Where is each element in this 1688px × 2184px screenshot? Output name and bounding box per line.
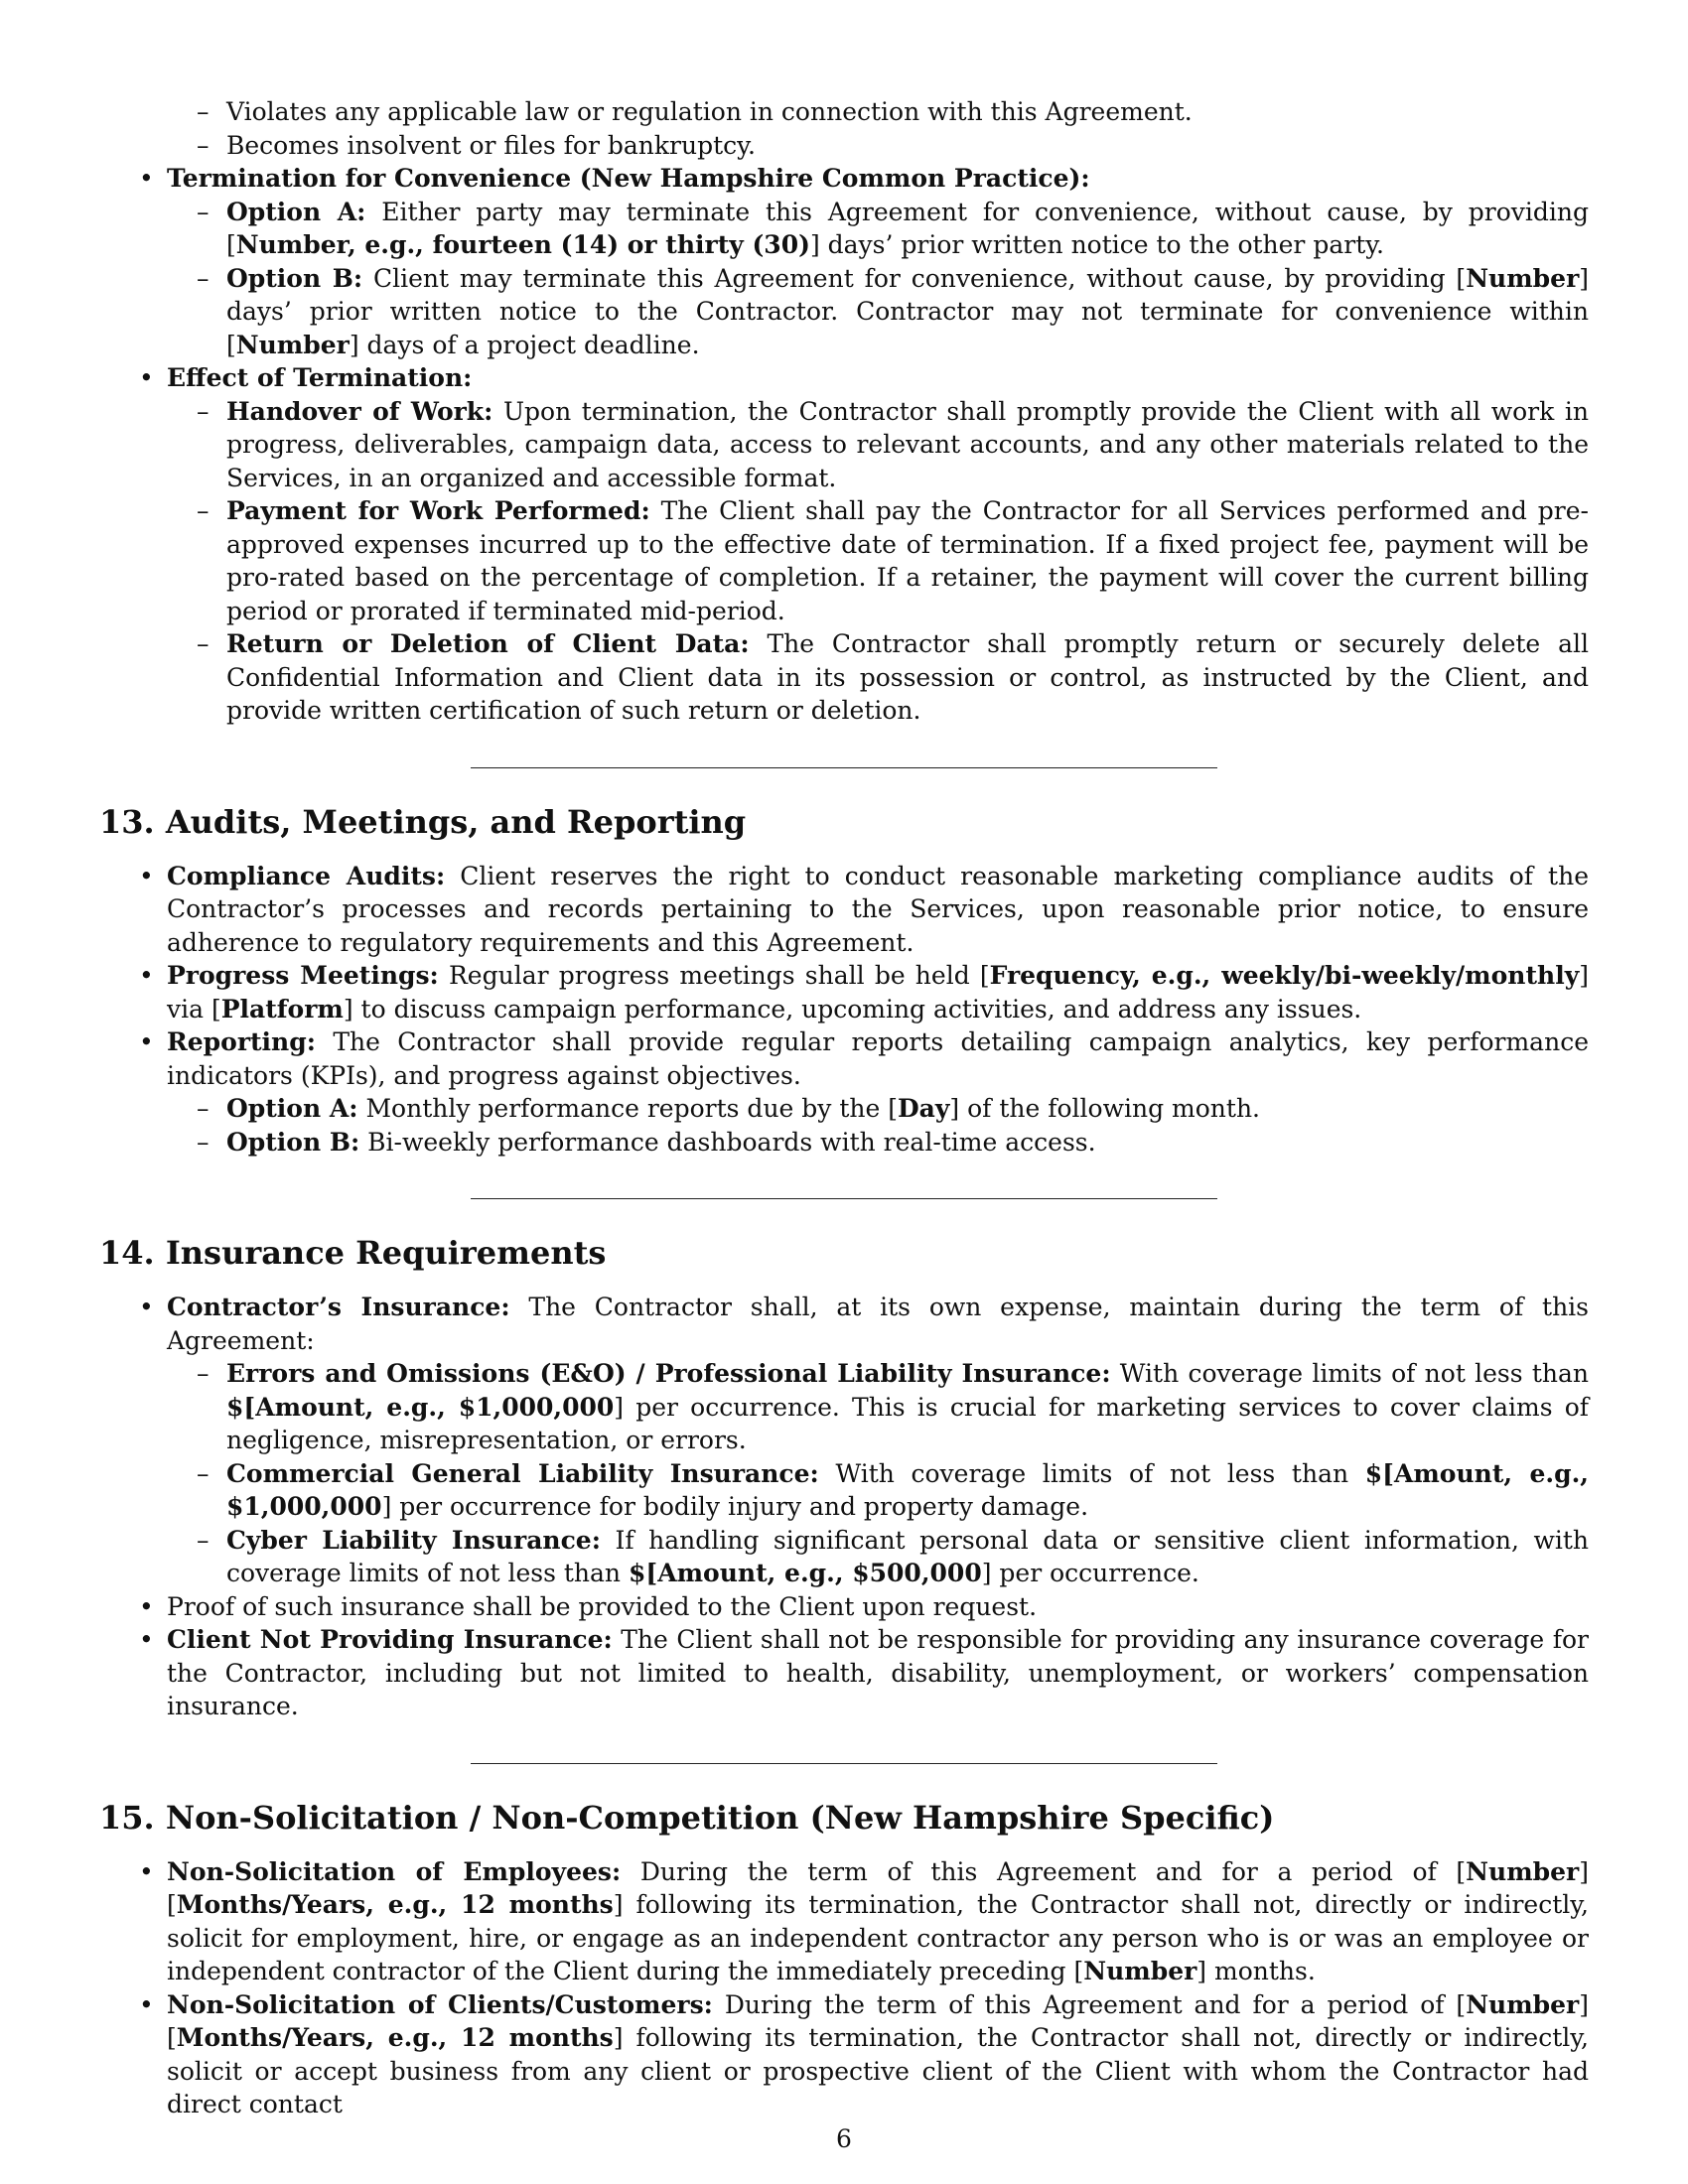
item-label: Progress Meetings: (167, 961, 439, 990)
termination-cause-list (99, 95, 1589, 162)
item-text: With coverage limits of not less than (835, 1458, 1365, 1488)
progress-meetings-item (167, 959, 1589, 1025)
option-text: Monthly performance reports due by the [ (365, 1094, 898, 1123)
handover-item (226, 395, 1589, 495)
item-label: Client Not Providing Insurance: (167, 1625, 613, 1654)
item-label: Return or Deletion of Client Data: (226, 629, 750, 658)
placeholder-field: Number (1466, 1989, 1580, 2019)
placeholder-field: Number, e.g., fourteen (14) or thirty (30) (235, 230, 810, 259)
placeholder-field: Frequency, e.g., weekly/bi-weekly/monthly (989, 961, 1580, 990)
placeholder-field: Number (1083, 1957, 1197, 1985)
placeholder-field: Months/Years, e.g., 12 months (176, 1890, 614, 1919)
placeholder-field: $[Amount, e.g., $1,000,000 (226, 1458, 1589, 1521)
option-label: Option B: (226, 263, 363, 293)
section-divider (471, 1198, 1217, 1199)
section-divider (471, 767, 1217, 768)
compliance-audits-item (167, 860, 1589, 960)
item-label: Payment for Work Performed: (226, 496, 650, 525)
section-15-list (99, 1855, 1589, 2121)
placeholder-field: Number (235, 330, 350, 359)
item-text: ] [ (167, 1856, 1589, 1919)
cgl-insurance-item (226, 1457, 1589, 1524)
item-text: The Client shall not be responsible for providing any insurance coverage for the Contractor, including but not limited to health, disability, unemployment, or workers’ compensation insurance. (167, 1625, 1589, 1720)
termination-convenience-item (167, 162, 1589, 361)
reporting-options (167, 1092, 1589, 1159)
placeholder-field: $[Amount, e.g., $1,000,000 (226, 1392, 615, 1422)
item-label: Errors and Omissions (E&O) / Professional Liability Insurance: (226, 1359, 1111, 1388)
option-text: Client may terminate this Agreement for convenience, without cause, by providing [ (372, 263, 1467, 293)
item-title: Termination for Convenience (New Hampshire Common Practice): (167, 164, 1090, 193)
item-text: • Proof of such insurance shall be provided to the Client upon request. (167, 1591, 1038, 1621)
item-text: The Client shall pay the Contractor for all Services performed and pre-approved expenses incurred up to the effective date of termination. If a fixed project fee, payment will be pro-rated based on the percentage of completion. If a retainer, the payment will cover the current billing period or prorated if terminated mid-period. (226, 496, 1590, 625)
list-item (226, 129, 1589, 163)
item-label: Compliance Audits: (167, 861, 446, 890)
termination-bullets (99, 162, 1589, 728)
item-text: ] via [ (167, 961, 1589, 1024)
placeholder-field: Number (1466, 263, 1580, 293)
list-item (226, 95, 1589, 129)
item-label: Handover of Work: (226, 396, 493, 426)
list-item-text: – Violates any applicable law or regulation in connection with this Agreement. (226, 97, 1193, 126)
item-text: ] to discuss campaign performance, upcoming activities, and address any issues. (343, 994, 1362, 1024)
item-text: The Contractor shall promptly return or securely delete all Confidential Information and Client data in its possession or control, as instructed by the Client, and provide written certification of such return or deletion. (226, 629, 1590, 725)
section-13-list (99, 860, 1589, 1160)
placeholder-field: $[Amount, e.g., $500,000 (628, 1559, 982, 1587)
item-text: During the term of this Agreement and for a period of [ (639, 1856, 1467, 1886)
cyber-insurance-item (226, 1524, 1589, 1590)
option-text: ] days of a project deadline. (349, 330, 700, 359)
option-b-item (226, 262, 1589, 362)
section-divider (471, 1763, 1217, 1764)
item-text: The Contractor shall, at its own expense, maintain during the term of this Agreement: (167, 1293, 1589, 1355)
eo-insurance-item (226, 1357, 1589, 1457)
list-item-text: – Becomes insolvent or files for bankruptcy. (226, 130, 756, 160)
item-text: Upon termination, the Contractor shall promptly provide the Client with all work in progress, deliverables, campaign data, access to relevant accounts, and any other materials related to the Services, in an organized and accessible format. (226, 396, 1589, 492)
item-text: Regular progress meetings shall be held [ (448, 961, 990, 990)
item-text: If handling significant personal data or sensitive client information, with coverage limits of not less than (226, 1525, 1590, 1587)
item-text: Client reserves the right to conduct reasonable marketing compliance audits of the Contractor’s processes and records pertaining to the Services, upon reasonable prior notice, to ensure adherence to regulatory requirements and this Agreement. (167, 861, 1590, 957)
placeholder-field: Day (898, 1094, 950, 1123)
item-label: Contractor’s Insurance: (167, 1293, 510, 1321)
option-text: ] days’ prior written notice to the Contractor. Contractor may not terminate for convenience within [ (226, 263, 1590, 359)
item-label: Non-Solicitation of Clients/Customers: (167, 1989, 713, 2019)
item-text: With coverage limits of not less than (1119, 1359, 1589, 1388)
option-text: ] days’ prior written notice to the other party. (809, 230, 1384, 259)
option-text: Either party may terminate this Agreement for convenience, without cause, by providing [ (226, 197, 1589, 259)
item-text: ] months. (1196, 1957, 1316, 1985)
option-b-item (226, 1126, 1589, 1160)
option-label: Option A: (226, 197, 366, 226)
convenience-options (167, 196, 1589, 362)
option-label: Option B: (226, 1127, 360, 1157)
item-label: Non-Solicitation of Employees: (167, 1856, 622, 1886)
item-text: ] following its termination, the Contractor shall not, directly or indirectly, solicit or accept business from any client or prospective client of the Client with whom the Contractor had direct contact (167, 2023, 1589, 2118)
item-text: ] per occurrence. (981, 1559, 1199, 1587)
item-label: Reporting: (167, 1027, 316, 1056)
proof-of-insurance-item (167, 1590, 1589, 1624)
option-label: Option A: (226, 1094, 358, 1123)
payment-item (226, 494, 1589, 627)
non-solicit-employees-item (167, 1855, 1589, 1988)
section-15-heading: 15. Non-Solicitation / Non-Competition (New Hampshire Specific) (99, 1798, 1275, 1837)
item-text: ] per occurrence for bodily injury and property damage. (381, 1492, 1089, 1521)
item-text: ] following its termination, the Contractor shall not, directly or indirectly, solicit for employment, hire, or engage as an independent contractor any person who is or was an employee or independent contractor of the Client during the immediately preceding [ (167, 1890, 1589, 1985)
item-text: The Contractor shall provide regular reports detailing campaign analytics, key performance indicators (KPIs), and progress against objectives. (167, 1027, 1589, 1090)
contractor-insurance-item (167, 1291, 1589, 1590)
effect-list (167, 395, 1589, 728)
placeholder-field: Months/Years, e.g., 12 months (176, 2023, 614, 2052)
section-14-list (99, 1291, 1589, 1723)
option-a-item (226, 196, 1589, 262)
return-data-item (226, 627, 1589, 728)
placeholder-field: Number (1466, 1856, 1580, 1886)
section-14-heading: 14. Insurance Requirements (99, 1234, 607, 1272)
item-text: ] per occurrence. This is crucial for marketing services to cover claims of negligence, misrepresentation, or errors. (226, 1392, 1590, 1454)
page-content (99, 95, 1589, 2121)
option-text: Bi-weekly performance dashboards with real-time access. (367, 1127, 1096, 1157)
insurance-types (167, 1357, 1589, 1590)
section-13-heading: 13. Audits, Meetings, and Reporting (99, 802, 747, 841)
placeholder-field: Platform (220, 994, 344, 1024)
effect-of-termination-item (167, 361, 1589, 728)
reporting-item (167, 1025, 1589, 1159)
item-text: During the term of this Agreement and for a period of [ (724, 1989, 1467, 2019)
page-number: 6 (836, 2124, 852, 2153)
item-label: Cyber Liability Insurance: (226, 1525, 601, 1555)
item-text: ] [ (167, 1989, 1589, 2052)
client-not-insuring-item (167, 1623, 1589, 1723)
option-text: ] of the following month. (949, 1094, 1260, 1123)
item-title: Effect of Termination: (167, 363, 473, 392)
non-solicit-clients-item (167, 1988, 1589, 2121)
item-label: Commercial General Liability Insurance: (226, 1458, 819, 1488)
option-a-item (226, 1092, 1589, 1126)
